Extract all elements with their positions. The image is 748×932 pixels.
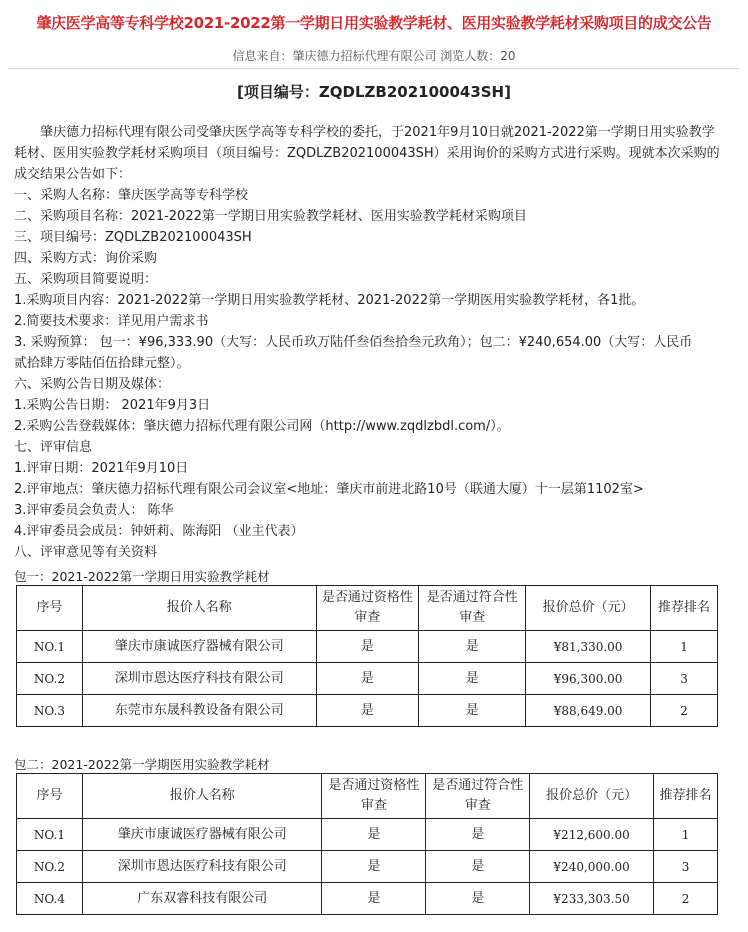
cell-rank: 3 <box>654 851 718 883</box>
cell-qualification: 是 <box>322 819 426 851</box>
header-index: 序号 <box>17 774 83 819</box>
table-row <box>17 819 718 851</box>
cell-compliance: 是 <box>426 883 530 915</box>
body-line: 六、采购公告日期及媒体： <box>14 377 171 392</box>
cell-bidder: 肇庆市康诚医疗器械有限公司 <box>82 631 316 663</box>
cell-compliance: 是 <box>419 695 526 727</box>
table-row <box>17 663 718 695</box>
cell-bidder: 深圳市恩达医疗科技有限公司 <box>82 663 316 695</box>
table-header-row <box>17 774 718 819</box>
cell-index: NO.1 <box>17 631 83 663</box>
package-2-label: 包二：2021-2022第一学期医用实验教学耗材 <box>14 757 270 772</box>
cell-qualification: 是 <box>322 883 426 915</box>
header-compliance: 是否通过符合性审查 <box>419 586 526 631</box>
cell-rank: 2 <box>651 695 718 727</box>
cell-qualification: 是 <box>316 695 419 727</box>
cell-compliance: 是 <box>426 819 530 851</box>
header-total-price: 报价总价（元） <box>530 774 654 819</box>
table-row <box>17 851 718 883</box>
body-line: 贰拾肆万零陆佰伍拾肆元整）。 <box>14 356 190 371</box>
body-line: 二、采购项目名称：2021-2022第一学期日用实验教学耗材、医用实验教学耗材采购项目 <box>14 209 527 224</box>
cell-price: ¥96,300.00 <box>526 663 651 695</box>
header-bidder: 报价人名称 <box>82 774 322 819</box>
cell-compliance: 是 <box>419 631 526 663</box>
table-header-row <box>17 586 718 631</box>
body-line: 2.简要技术要求：详见用户需求书 <box>14 314 209 329</box>
project-number-heading: [项目编号：ZQDLZB202100043SH] <box>237 83 511 101</box>
cell-rank: 1 <box>651 631 718 663</box>
cell-price: ¥240,000.00 <box>530 851 654 883</box>
body-line: 2.评审地点：肇庆德力招标代理有限公司会议室<地址：肇庆市前进北路10号（联通大厦）十一层第1102室> <box>14 482 644 497</box>
body-line: 2.采购公告登载媒体：肇庆德力招标代理有限公司网（http://www.zqdlzbdl.com/）。 <box>14 419 510 434</box>
header-qualification: 是否通过资格性审查 <box>322 774 426 819</box>
body-line: 成交结果公告如下： <box>14 167 132 182</box>
cell-price: ¥212,600.00 <box>530 819 654 851</box>
cell-rank: 2 <box>654 883 718 915</box>
cell-price: ¥81,330.00 <box>526 631 651 663</box>
body-line: 1.采购公告日期： 2021年9月3日 <box>14 398 211 413</box>
cell-qualification: 是 <box>316 631 419 663</box>
cell-bidder: 肇庆市康诚医疗器械有限公司 <box>82 819 322 851</box>
cell-bidder: 广东双睿科技有限公司 <box>82 883 322 915</box>
cell-qualification: 是 <box>316 663 419 695</box>
header-rank: 推荐排名 <box>651 586 718 631</box>
body-line: 1.采购项目内容：2021-2022第一学期日用实验教学耗材、2021-2022第一学期医用实验教学耗材，各1批。 <box>14 293 645 308</box>
package-1-label: 包一：2021-2022第一学期日用实验教学耗材 <box>14 569 270 584</box>
body-line: 耗材、医用实验教学耗材采购项目（项目编号：ZQDLZB202100043SH）采用询价的采购方式进行采购。现就本次采购的 <box>14 146 720 161</box>
body-line: 3. 采购预算： 包一：¥96,333.90（大写：人民币玖万陆仟叁佰叁拾叁元玖角）；包二：¥240,654.00（大写：人民币 <box>14 335 693 350</box>
body-line: 1.评审日期：2021年9月10日 <box>14 461 189 476</box>
header-index: 序号 <box>17 586 83 631</box>
header-bidder: 报价人名称 <box>82 586 316 631</box>
cell-rank: 3 <box>651 663 718 695</box>
info-source: 信息来自：肇庆德力招标代理有限公司 浏览人数：20 <box>232 49 516 63</box>
body-line: 八、评审意见等有关资料 <box>14 545 158 560</box>
table-row <box>17 883 718 915</box>
body-line: 三、项目编号：ZQDLZB202100043SH <box>14 230 252 245</box>
table-row <box>17 695 718 727</box>
cell-compliance: 是 <box>419 663 526 695</box>
package-1-table <box>16 585 718 727</box>
cell-index: NO.1 <box>17 819 83 851</box>
header-compliance: 是否通过符合性审查 <box>426 774 530 819</box>
body-line: 七、评审信息 <box>14 440 93 455</box>
cell-index: NO.2 <box>17 663 83 695</box>
body-line: 肇庆德力招标代理有限公司受肇庆医学高等专科学校的委托，于2021年9月10日就2021-2022第一学期日用实验教学 <box>40 125 715 140</box>
body-line: 五、采购项目简要说明： <box>14 272 158 287</box>
header-total-price: 报价总价（元） <box>526 586 651 631</box>
body-line: 一、采购人名称：肇庆医学高等专科学校 <box>14 188 249 203</box>
table-row <box>17 631 718 663</box>
package-2-table <box>16 773 718 915</box>
header-qualification: 是否通过资格性审查 <box>316 586 419 631</box>
cell-index: NO.2 <box>17 851 83 883</box>
cell-qualification: 是 <box>322 851 426 883</box>
body-line: 四、采购方式：询价采购 <box>14 251 158 266</box>
divider <box>8 68 740 69</box>
page-title: 肇庆医学高等专科学校2021-2022第一学期日用实验教学耗材、医用实验教学耗材采购项目的成交公告 <box>36 14 712 32</box>
header-rank: 推荐排名 <box>654 774 718 819</box>
cell-bidder: 东莞市东晟科教设备有限公司 <box>82 695 316 727</box>
cell-bidder: 深圳市恩达医疗科技有限公司 <box>82 851 322 883</box>
cell-compliance: 是 <box>426 851 530 883</box>
announcement-body <box>14 122 738 563</box>
body-line: 3.评审委员会负责人： 陈华 <box>14 503 174 518</box>
body-line: 4.评审委员会成员：钟妍莉、陈海阳 （业主代表） <box>14 524 304 539</box>
cell-index: NO.4 <box>17 883 83 915</box>
cell-index: NO.3 <box>17 695 83 727</box>
cell-price: ¥233,303.50 <box>530 883 654 915</box>
cell-price: ¥88,649.00 <box>526 695 651 727</box>
cell-rank: 1 <box>654 819 718 851</box>
